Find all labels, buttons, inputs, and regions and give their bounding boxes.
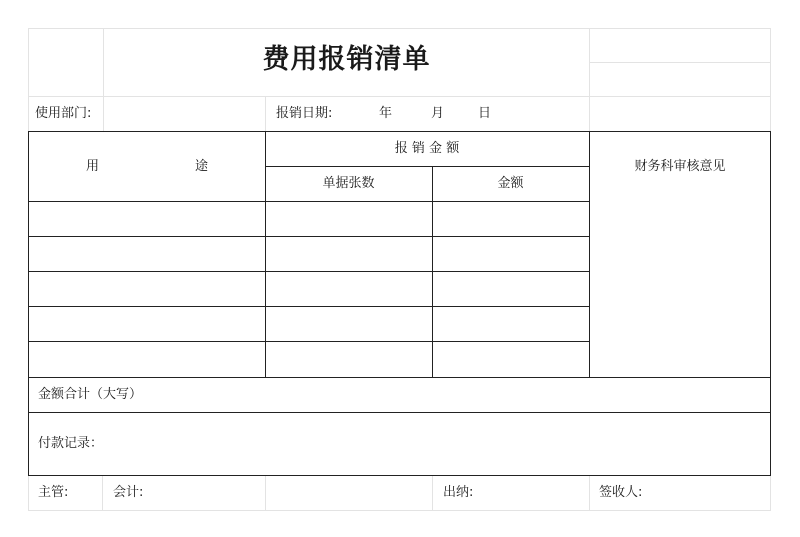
amount-group-header: 报 销 金 额 [394, 141, 460, 156]
purpose-header-right: 途 [195, 159, 209, 174]
total-uppercase-label: 金额合计（大写） [38, 387, 143, 402]
receiver-label: 签收人: [599, 485, 643, 500]
amount-header: 金额 [497, 176, 524, 191]
finance-opinion-header: 财务科审核意见 [634, 159, 726, 174]
form-title: 费用报销清单 [262, 44, 431, 75]
department-input[interactable] [104, 97, 265, 131]
date-day-label: 日 [478, 106, 492, 121]
date-month-label: 月 [431, 106, 445, 121]
supervisor-label: 主管: [38, 485, 69, 500]
accountant-label: 会计: [113, 485, 144, 500]
date-year-label: 年 [379, 106, 393, 121]
date-label: 报销日期: [276, 106, 333, 121]
purpose-header-left: 用 [86, 159, 100, 174]
receipt-count-header: 单据张数 [322, 176, 375, 191]
payment-record-label: 付款记录： [38, 436, 104, 451]
finance-opinion-area[interactable] [590, 202, 770, 377]
department-label: 使用部门: [35, 106, 92, 121]
cashier-label: 出纳: [443, 485, 474, 500]
